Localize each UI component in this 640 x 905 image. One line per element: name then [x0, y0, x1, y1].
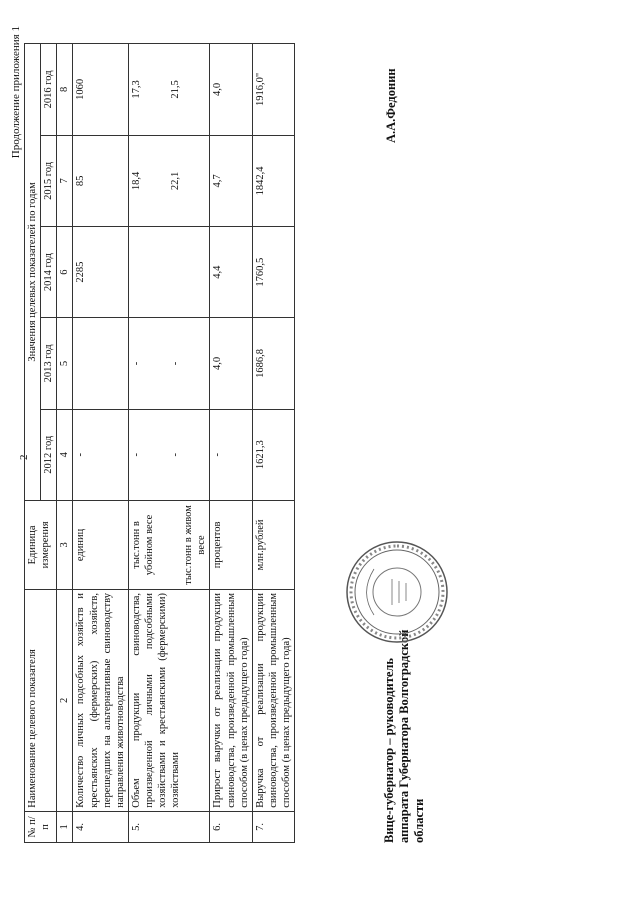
- target-indicators-table: [24, 43, 295, 843]
- row-unit: тыс.тонн в убойном весе: [130, 514, 155, 576]
- row-value: 2285: [73, 227, 129, 318]
- row-value: 1842,4: [252, 135, 294, 226]
- header-year-2014: 2014 год: [41, 227, 57, 318]
- row-unit-alt: тыс.тонн в живом весе: [183, 505, 208, 585]
- row-name: Количество личных подсобных хозяйств и крестьянских (фермерских) хозяйств, перешедших на альтернативные свиноводству направления животноводства: [73, 590, 129, 812]
- col-number: 4: [57, 409, 73, 500]
- col-number: 7: [57, 135, 73, 226]
- row-value-alt: 21,5: [170, 80, 181, 99]
- page-number: 2: [18, 454, 30, 460]
- row-value: 4,0: [210, 44, 252, 136]
- row-unit: единиц: [73, 500, 129, 589]
- header-year-2015: 2015 год: [41, 135, 57, 226]
- header-values-group: Значения целевых показателей по годам: [25, 44, 41, 501]
- row-num: 6.: [210, 811, 252, 842]
- row-value: 4,4: [210, 227, 252, 318]
- col-number: 5: [57, 318, 73, 409]
- row-value: 1060: [73, 44, 129, 136]
- row-num: 4.: [73, 811, 129, 842]
- table-row: [73, 44, 129, 843]
- row-value: 1916,0": [252, 44, 294, 136]
- row-value: -: [130, 452, 142, 457]
- row-name: Выручка от реализации продукции свиноводства, произведенной промышленным способом (в ценах предыдущего года): [252, 590, 294, 812]
- row-value: 4,0: [210, 318, 252, 409]
- row-value-alt: -: [170, 361, 181, 366]
- header-unit: Единица измерения: [25, 500, 57, 589]
- header-num: № п/п: [25, 811, 57, 842]
- row-num: 5.: [128, 811, 210, 842]
- row-value: 85: [73, 135, 129, 226]
- header-year-2012: 2012 год: [41, 409, 57, 500]
- signatory-name: А.А.Федонин: [384, 68, 398, 143]
- row-value-alt: 22,1: [170, 171, 181, 191]
- row-value: 1686,8: [252, 318, 294, 409]
- row-value-alt: -: [170, 452, 181, 457]
- row-value: -: [210, 409, 252, 500]
- official-seal: [344, 539, 450, 645]
- row-value: 17,3: [130, 80, 142, 99]
- signatory-position: Вице-губернатор – руководитель аппарата Губернатора Волгоградской области: [382, 629, 426, 843]
- rotated-sheet: [10, 20, 630, 895]
- row-unit: млн.рублей: [252, 500, 294, 589]
- row-name: Прирост выручки от реализации продукции свиноводства, произведенной промышленным способом (в ценах предыдущего года): [210, 590, 252, 812]
- col-number: 1: [57, 811, 73, 842]
- row-value: [73, 318, 129, 409]
- row-value: -: [130, 361, 142, 366]
- row-value: -: [73, 409, 129, 500]
- col-number: 8: [57, 44, 73, 136]
- signature-block: [382, 23, 622, 843]
- row-value: 4,7: [210, 135, 252, 226]
- header-year-2013: 2013 год: [41, 318, 57, 409]
- col-number: 2: [57, 590, 73, 812]
- row-value: 1621,3: [252, 409, 294, 500]
- table-row: [128, 44, 210, 843]
- row-value: 1760,5: [252, 227, 294, 318]
- row-value: 18,4: [130, 171, 142, 191]
- col-number: 6: [57, 227, 73, 318]
- row-unit: процентов: [210, 500, 252, 589]
- row-num: 7.: [252, 811, 294, 842]
- header-year-2016: 2016 год: [41, 44, 57, 136]
- continuation-note: Продолжение приложения 1: [10, 26, 22, 159]
- row-name: Объем продукции свиноводства, произведенной личными подсобными хозяйствами и крестьянскими (фермерскими) хозяйствами: [128, 590, 210, 812]
- col-number: 3: [57, 500, 73, 589]
- header-name: Наименование целевого показателя: [25, 590, 57, 812]
- table-row: [252, 44, 294, 843]
- table-row: [210, 44, 252, 843]
